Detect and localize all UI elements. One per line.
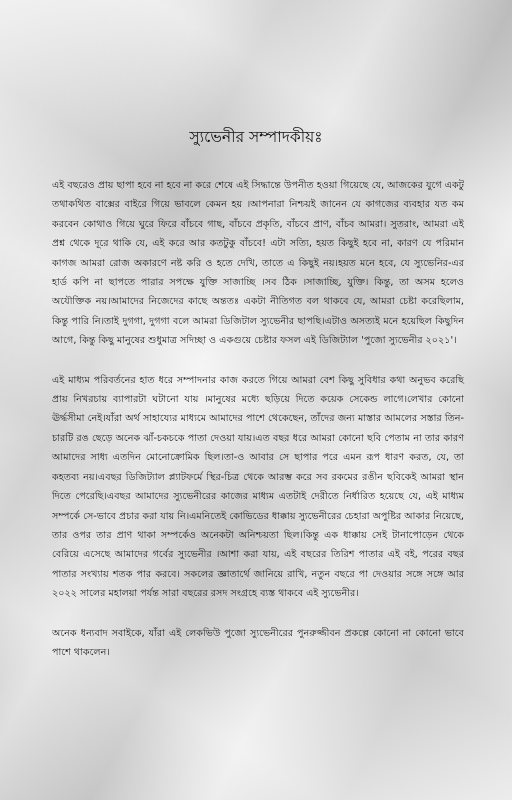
paragraph-2: এই মাধ্যম পরিবর্তনের হাত ধরে সম্পাদনার কাজ করতে গিয়ে আমরা বেশ কিছু সুবিধার কথা অনুভব করেছি প্রায় নিখরচায় ব্যাপারটা ঘটানো যায় ।মানুষের মধ্যে ছড়িয়ে দিতে কয়েক সেকেন্ড লাগে।লেখার কোনো ঊর্দ্ধসীমা নেই।যাঁরা অর্থ সাহায্যের মাধ্যমে আমাদের পাশে থেকেছেন, তাঁদের জন্য মাস্তার আমলের সস্তার তিন-চারটি রঙ ছেড়ে অনেক ঝাঁ-চকচকে পাতা দেওয়া যায়।এত বছর ধরে আমরা কোনো ছবি পেতাম না তার কারণ আমাদের সাধ্য এতদিন মোনোক্রোমিক ছিল।তা-ও আবার সে ছাপার পরে এমন রূপ ধারণ করত, যে, তা কহতব্য নয়।এবছর ডিজিট্যাল প্ল্যাটফর্মে স্থির-চিত্র থেকে আরম্ভ করে সব রকমের রঙীন ছবিকেই আমরা স্থান দিতে পেরেছি।এবছর আমাদের স্যুভেনীরের কাজের মাধ্যম এতটাই দেরীতে নির্ধারিত হয়েছে যে, এই মাধ্যম সম্পর্কে সে-ভাবে প্রচার করা যায় নি।এমনিতেই কোভিডের ধাক্কায় স্যুভেনীরের চেহারা অপুষ্টির আকার নিয়েছে, তার ওপর তার প্রাণ থাকা সম্পর্কেও অনেকটা অনিশ্চয়তা ছিল।কিন্তু এক ধাক্কায় সেই টানাপোড়েন থেকে বেরিয়ে এসেছে আমাদের গর্বের স্যুভেনীর ।আশা করা যায়, এই বছরের তিরিশ পাতার এই বই, পরের বছর পাতার সংখ্যায় শতক পার করবে। সকলের জ্ঞাতার্থে জানিয়ে রাখি, নতুন বছরে পা দেওয়ার সঙ্গে সঙ্গে আর ২০২২ সালের মহালয়া পর্যন্ত সারা বছরের রসদ সংগ্রহে ব্যস্ত থাকবে এই স্যুভেনীর। xyxy=(52,374,464,600)
paragraph-1: এই বছরেও প্রায় ছাপা হবে না হবে না করে শেষে এই সিদ্ধান্তে উপনীত হওয়া গিয়েছে যে, আজকের যুগে একটু তথাকথিত বাক্সের বাইরে গিয়ে ভাবলে কেমন হয় ।আপনারা নিশ্চয়ই জানেন যে কাগজের ব্যবহার যত কম করবেন কোথাও গিয়ে ঘুরে ফিরে বাঁচবে গাছ, বাঁচবে প্রকৃতি, বাঁচবে প্রাণ, বাঁচব আমরা। সুতরাং, আমরা এই প্রশ্ন থেকে দূরে থাকি যে, এই করে আর কতটুকু বাঁচবে! এটা সত্যি, হয়ত কিছুই হবে না, কারণ যে পরিমান কাগজ আমরা রোজ অকারণে নষ্ট করি ও হতে দেখি, তাতে এ কিছুই নয়।হয়ত মনে হবে, যে স্যুভেনির-এর হার্ড কপি না ছাপতে পারার সপক্ষে যুক্তি সাজাচ্ছি ।সব ঠিক ।সাজাচ্ছি, যুক্তি। কিন্তু, তা অসম হলেও অযৌক্তিক নয়।আমাদের নিজেদের কাছে অন্ততঃ একটা নীতিগত বল থাকবে যে, আমরা চেষ্টা করেছিলাম, কিন্তু পারি নি।তাই দুগগা, দুগগা বলে আমরা ডিজিটাল স্যুভেনীর ছাপছি।এটাও অসত্যই মনে হয়েছিল কিছুদিন আগে, কিন্তু কিছু মানুষের শুধুমাত্র সদিচ্ছা ও একগুয়ে চেষ্টার ফসল এই ডিজিট্যাল 'পুজো স্যুভেনীর ২০২১'। xyxy=(52,180,464,347)
editorial-title: স্যুভেনীর সম্পাদকীয়ঃ xyxy=(189,128,323,146)
paragraph-3: অনেক ধন্যবাদ সবাইকে, যাঁরা এই লেকভিউ পুজো স্যুভেনীরের পুনরুজ্জীবন প্রকল্পে কোনো না কোনো ভাবে পাশে থাকলেন। xyxy=(52,627,464,658)
editorial-body xyxy=(52,176,464,682)
